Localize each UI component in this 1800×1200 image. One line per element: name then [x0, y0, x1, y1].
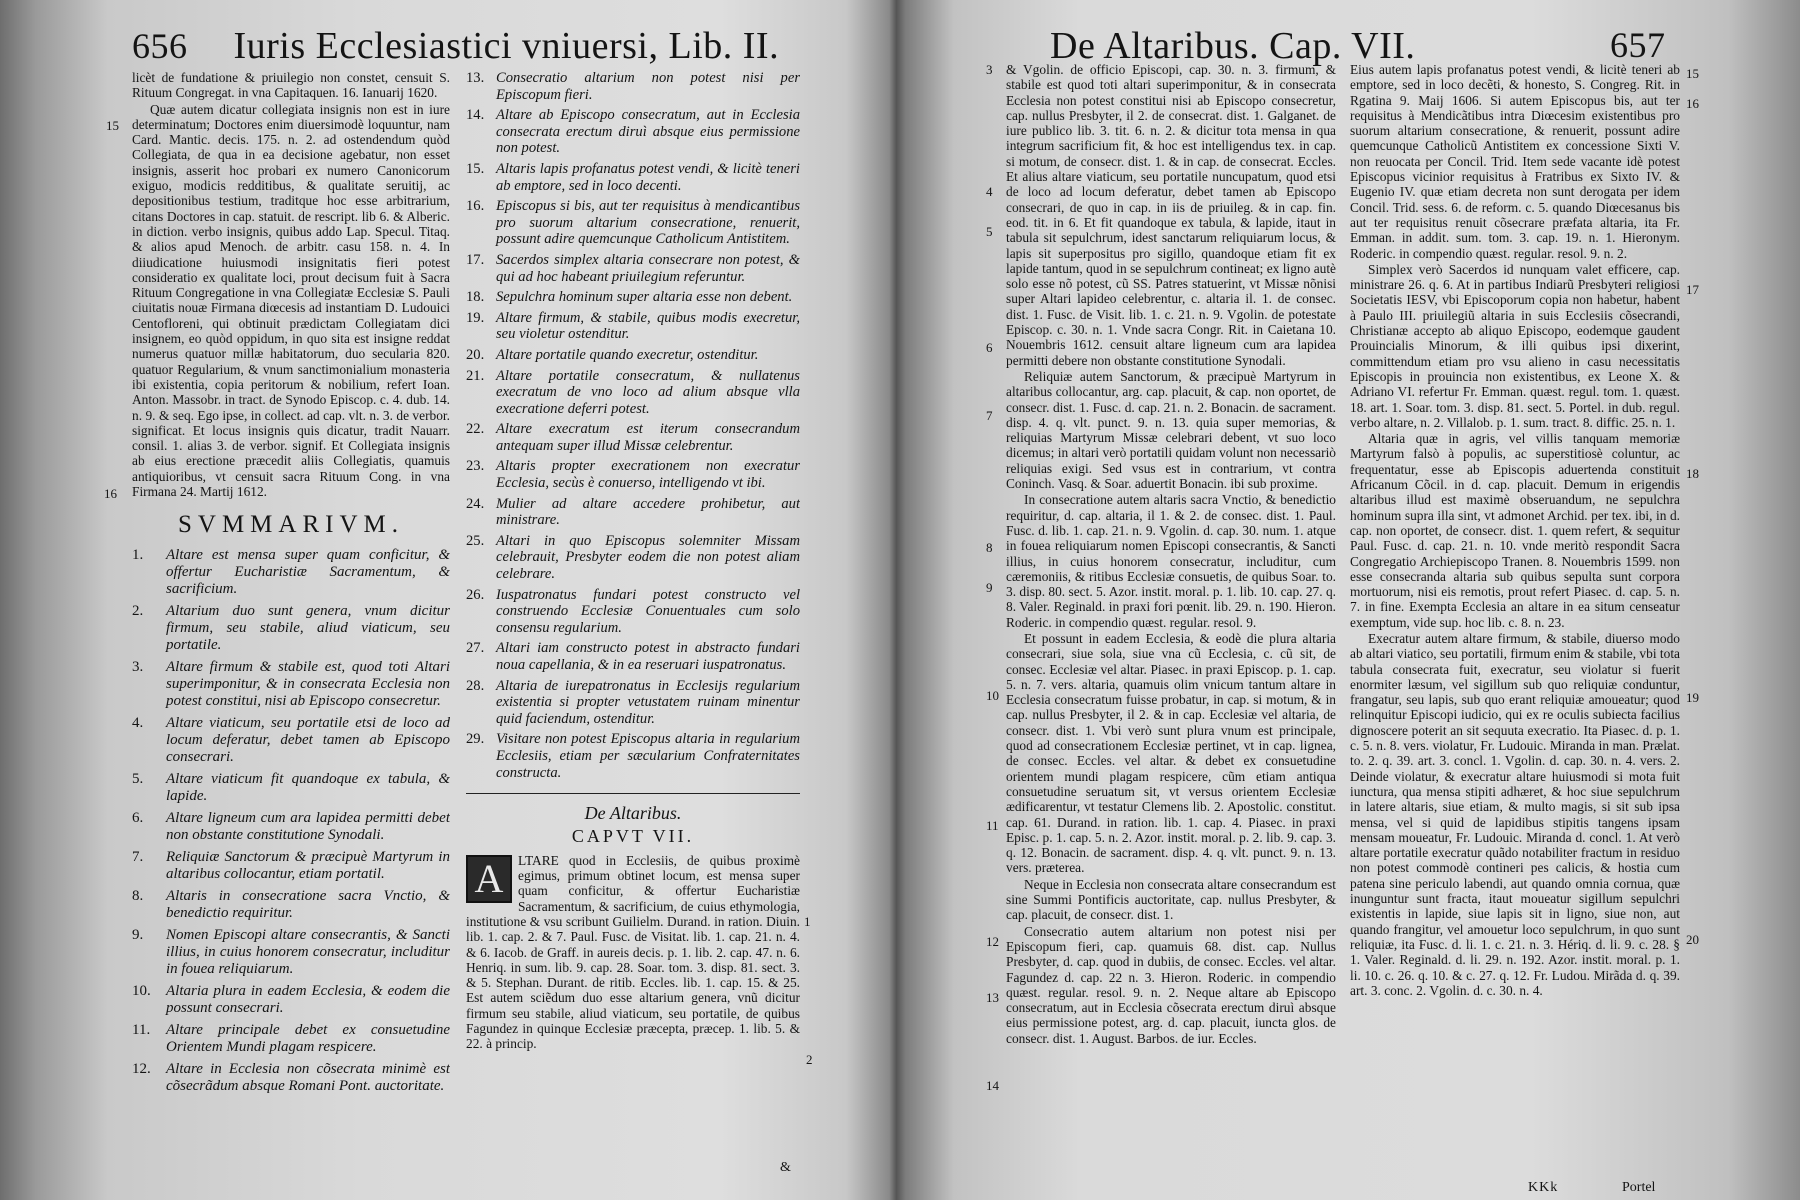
margin-number: 7: [986, 408, 993, 423]
right-col2-paragraph: Simplex verò Sacerdos id nunquam valet efficere, cap. ministrare 26. q. 6. At in partibus Indiarũ Presbyteri religiosi Societatis IESV, vbi Episcoporum copia non habetur, habent à Paulo III. priuilegiũ altaria in suis Ecclesiis cõsecrandi, Christianæ accepto ab aliquo Episcopo, eodemque gaudent Prouincialis Minorum, & illi quibus ipsi dixerint, committendum etiam pro vsu alieno in casu necessitatis Episcopis in prouincia non existentibus, ex Leone X. & Adriano VI. refertur Fr. Emman. quæst. regul. tom. 1. quæst. 18. art. 1. Soar. tom. 3. disp. 81. sect. 5. Portel. in dub. regul. verbo altare, n. 2. Villalob. p. 1. sum. tract. 8. diffic. 25. n. 1.: [1350, 261, 1680, 430]
summary-item: [132, 603, 450, 654]
margin-number: 4: [986, 184, 993, 199]
summary-item: [466, 70, 800, 103]
summary-item: [466, 198, 800, 248]
right-col1-paragraph: Et possunt in eadem Ecclesia, & eodè die plura altaria consecrari, siue sola, siue vna cũ Ecclesia, c. cũ sit, de consec. Ecclesiæ vel altar. Piasec. in praxi Episcop. p. 1. cap. 5. n. 7. vers. altaria, quamuis olim vnicum tantum altare in Ecclesia consecratum fuisse probatur, in cap. si motum, & in cap. nullus Presbyter, il 2. & in cap. Ecclesiæ vel altaria, de consecr. dist. 1. Vbi verò sunt plura vnum est principale, quod ad consecrationem Ecclesiæ pertinet, vt in cap. lignea, de consec. Eccles. vel altar. & debet ex consuetudine orientem mundi plagam respicere, cũm etiam antiqua consuetudine seruatum sit, vt versus orientem Ecclesiæ ædificarentur, vt testatur Clemens lib. 2. Apostolic. constitut. cap. 61. Durand. in ration. lib. 1. cap. 4. Piasec. in praxi Episc. p. 1. cap. 5. n. 2. Azor. instit. moral. p. 2. lib. 9. cap. 3. q. 12. Bonacin. de sacrament. disp. 4. q. vlt. punct. 9. n. 13. vers. præterea.: [1006, 630, 1336, 876]
margin-number: 16: [1686, 96, 1699, 111]
summary-item-number: 25.: [466, 532, 485, 549]
summary-item-number: 27.: [466, 640, 485, 657]
summary-item-text: Altare portatile quando execretur, ostenditur.: [496, 346, 759, 363]
right-col1-paragraph: In consecratione autem altaris sacra Vnctio, & benedictio requiritur, d. cap. altaria, il 1. & 2. de consec. dist. 1. Paul. Fusc. d. lib. 1. cap. 21. n. 9. Vgolin. d. cap. 30. num. 1. atque in fouea reliquiarum nomen Episcopi consecrantis, & Sancti illius, in cuius honorem consecratur, includitur, cum cæremoniis, & ritibus Ecclesiæ consuetis, de quibus Soar. to. 3. disp. 80. sect. 5. Azor. instit. moral. p. 1. lib. 10. cap. 27. q. 8. Valer. Reginald. in praxi fori pœnit. lib. 29. n. 190. Hieron. Roderic. in compendio quæst. regular. resol. 9.: [1006, 492, 1336, 630]
summary-item-number: 23.: [466, 458, 485, 475]
summary-item-text: Altari in quo Episcopus solemniter Missam celebrauit, Presbyter eodem die non potest aliam celebrare.: [496, 532, 800, 583]
summary-item-number: 10.: [132, 982, 151, 999]
right-page: [900, 0, 1800, 1200]
summary-item-number: 28.: [466, 677, 485, 694]
summary-item-text: Reliquiæ Sanctorum & præcipuè Martyrum in altaribus collocantur, etiam portatil.: [166, 848, 450, 882]
margin-number: 20: [1686, 932, 1699, 947]
summary-item: [466, 347, 800, 364]
summary-item-number: 9.: [132, 926, 144, 943]
left-running-head: [132, 24, 779, 68]
summary-item-text: Altare portatile consecratum, & nullatenus execratum de vno loco ad alium absque vlla execratione deferri potest.: [496, 367, 800, 417]
chapter-text: LTARE quod in Ecclesiis, de quibus proximè egimus, primum obtinet locum, est mensa super quam conficitur, & offertur Eucharistiæ Sacramentum, & sacrificium, de cuius ethymologia, institutione & vsu scribunt Guilielm. Durand. in ration. Diuin. lib. 1. cap. 2. & 7. Paul. Fusc. de Visitat. lib. 1. cap. 21. n. 4. & 6. Iacob. de Graff. in aureis decis. p. 1. lib. 2. cap. 47. n. 6. Henriq. in sum. lib. 9. cap. 28. Soar. tom. 3. disp. 81. sect. 3. & 5. Stephan. Durant. de ritib. Eccles. lib. 1. cap. 15. & 25. Est autem sciẽdum duo esse altarium genera, vnũ dicitur firmum seu stabile, aliud viaticum, seu portatile, de quibus Fagundez in quinque Ecclesiæ præcepta, præcep. 1. lib. 5. & 22. à princip.: [466, 852, 800, 1052]
summary-item-text: Nomen Episcopi altare consecrantis, & Sancti illius, in cuius honorem consecratur, includitur in fouea reliquiarum.: [166, 926, 450, 977]
summary-item-text: Mulier ad altare accedere prohibetur, aut ministrare.: [496, 495, 800, 529]
margin-number: 12: [986, 934, 999, 949]
summary-item-number: 29.: [466, 731, 485, 748]
signature-mark: KKk: [1528, 1180, 1559, 1195]
summary-item-number: 16.: [466, 198, 485, 215]
summary-item: [466, 289, 800, 306]
margin-number: 15: [1686, 66, 1699, 81]
summary-item: [466, 107, 800, 157]
margin-number: 17: [1686, 282, 1699, 297]
margin-number: 16: [104, 486, 117, 501]
right-col2-paragraph: Execratur autem altare firmum, & stabile, diuerso modo ab altari viatico, seu portatili, firmum enim & stabile, vbi tota tabula consecrata fuit, execratur, seu violatur si fuerit enormiter læsum, vel sigillum sub quo reliquiæ conduntur, frangatur, seu lapis, sub quo erant reliquiæ amoueatur; quod relinquitur Episcopi iudicio, qui ex re oculis subiecta facilius dignoscere poterit an sit sequuta execratio. Ita Piasec. d. p. 1. c. 5. n. 8. vers. violatur, Fr. Ludouic. Miranda in man. Prælat. to. 2. q. 39. art. 3. concl. 1. Vgolin. d. cap. 30. n. 4. vers. 2. Deinde violatur, & execratur altare huiusmodi si mota fuit iunctura, qua mensa stipiti adhæret, & hoc siue sepulchrum in latere altaris, siue etiam, & multo magis, si sit sub ipsa mensa, vel si quid de lapidibus stipitis tangens ipsam mensam moueatur, Fr. Ludouic. Miranda d. concl. 1. At verò altare portatile execratur quãdo notabiliter fractum in residuo non potest commodè contineri pes calicis, & hostia cum patena sine periculo labendi, aut quando omnia cornua, quæ inunguntur sunt fracta, itaut moueatur sigillum sepulchri existentis in lapide, siue lapis sit in ligno, siue non, aut quando frangitur, vel amouetur loco sepulchrum, in quo sunt reliquiæ, ita Fusc. d. li. 1. c. 21. n. 3. Hériq. d. li. 9. c. 28. § 1. Valer. Reginald. d. li. 29. n. 192. Azor. instit. moral. p. 1. li. 10. c. 26. q. 10. & c. 27. q. 12. Fr. Ludou. Mirãda d. q. 39. art. 3. conc. 2. Vgolin. d. c. 30. n. 4.: [1350, 630, 1680, 998]
summary-item-text: Episcopus si bis, aut ter requisitus à mendicantibus pro suorum altarium consecratione, renuerit, possunt adire quemcunque Catholicum Antistitem.: [496, 198, 800, 248]
summary-item-text: Sepulchra hominum super altaria esse non debent.: [496, 289, 793, 306]
right-column-2: [1350, 62, 1680, 1180]
summary-item-number: 8.: [132, 887, 144, 904]
chapter-title: CAPVT VII.: [571, 826, 695, 847]
margin-number: 19: [1686, 690, 1699, 705]
summary-item-number: 14.: [466, 107, 485, 124]
summary-item-text: Visitare non potest Episcopus altaria in regularium Ecclesiis, etiam per sæcularium Confraternitates constructa.: [496, 731, 800, 781]
summary-item: [466, 533, 800, 583]
summary-item: [132, 547, 450, 598]
left-col1-paragraph: Quæ autem dicatur collegiata insignis non est in iure determinatum; Doctores enim diuersimodè loquuntur, nam Card. Mantic. decis. 175. n. 2. ad ostendendum quòd Collegiata, de qua in ea decisione agebatur, non esset insignis, asserit hoc probari ex numero Canonicorum exiguo, modicis redditibus, & qualitate seruitij, ac depositionibus testium, traditque hoc esse arbitrarium, citans Doctores in cap. statuit. de rescript. lib 6. & Alberic. in diction. verbo insignis, quibus addo Lap. Specul. Titaq. & alios apud Menoch. de arbitr. casu 158. n. 4. In diiudicatione huiusmodi insignitatis fieri potest consideratio ex qualitate loci, prout decisum fuit à Sacra Rituum Congregatione in vna Collegiatæ Ecclesiæ S. Pauli ciuitatis nouæ Firmana diœcesis ad instantiam D. Ludouici Centofloreni, qui obtinuit prædictam Collegiatam dici insignem, eo quòd oppidum, in quo sita est insigne reddat numerus quatuor millæ habitatorum, duo secularia 820. quatuor Regularium, & vnum sanctimonialium monasteria ibi existentia, copia peritorum & nobilium, refert Ioan. Anton. Massobr. in tract. de Synodo Episcop. c. 4. dub. 14. n. 9. & seq. Ego ipse, in collect. ad cap. vlt. n. 3. de verbor. significat. Et locus insignis quis dicatur, tradit Nauarr. consil. 1. alias 3. de verbor. signif. Et Collegiata insignis ab eius erectione præcedit aliis Collegiatis, quamuis antiquioribus, vt censuit sacra Rituum Cong. in vna Firmana 24. Martij 1612.: [132, 101, 450, 500]
summary-item-number: 7.: [132, 848, 144, 865]
summary-item-text: Altari iam constructo potest in abstracto fundari noua capellania, & in ea reseruari iuspatronatus.: [496, 640, 800, 673]
summary-item-text: Altare viaticum fit quandoque ex tabula, & lapide.: [166, 770, 450, 804]
right-col2-paragraph: Eius autem lapis profanatus potest vendi, & licitè teneri ab emptore, sed in loco decẽti, & honesto, S. Congreg. Rit. in Rgatina 9. Maij 1606. Si autem Episcopus bis, aut ter requisitus à Mendicãtibus intra Diœcesim existentibus pro suorum altarium consecratione, & renuerit, possunt adire quemcunque Catholicũ Antistitem ex concessione Sixti V. non reuocata per Concil. Trid. Item sede vacante idè potest Episcopus vicinior requisitus à Fratribus ex Sixto IV. & Eugenio IV. quæ etiam decreta non sunt derogata per idem Concil. Trid. sess. 6. de reform. c. 5. quando Diœcesanus bis aut ter requisitus renuit cõsecrare præfata altaria, ita Fr. Emman. in addit. sum. tom. 3. cap. 19. n. 1. Hieronym. Roderic. in compendio quæst. regular. resol. 9. n. 2.: [1350, 62, 1680, 261]
left-column-1: [132, 70, 450, 1180]
summary-item-number: 1.: [132, 546, 144, 563]
left-page-number: 656: [132, 26, 188, 66]
summary-item-number: 26.: [466, 586, 485, 603]
summary-item-text: Altaria plura in eadem Ecclesia, & eodem die possunt consecrari.: [166, 982, 450, 1016]
left-running-title: Iuris Ecclesiastici vniuersi, Lib. II.: [233, 25, 780, 67]
summary-item-number: 3.: [132, 658, 144, 675]
margin-number: 10: [986, 688, 999, 703]
summary-item: [132, 849, 450, 883]
summary-item: [132, 1061, 450, 1095]
catchword: &: [780, 1160, 791, 1175]
summary-item-number: 6.: [132, 809, 144, 826]
summary-item-text: Consecratio altarium non potest nisi per Episcopum fieri.: [496, 70, 800, 103]
summary-item: [466, 731, 800, 781]
margin-number: 8: [986, 540, 993, 555]
summary-item-text: Altarium duo sunt genera, vnum dicitur firmum, seu stabile, aliud viaticum, seu portatile.: [166, 602, 450, 653]
summary-item: [466, 587, 800, 637]
margin-number: 1: [804, 914, 811, 929]
right-col1-paragraph: Reliquiæ autem Sanctorum, & præcipuè Martyrum in altaribus collocantur, arg. cap. placuit, & cap. non oportet, de consecr. dist. 1. Fusc. d. cap. 21. n. 2. Bonacin. de sacrament. disp. 4. q. vlt. punct. 9. n. 13. quia super memorias, & reliquias Martyrum Missæ celebrari debent, vt suo loco dicemus; in altari verò portatili quidam volunt non necessariò reliquias exigi. Sed vsus est in contrarium, vt contra Coninch. Vasq. & Soar. aduertit Bonacin. ibi sub proxime.: [1006, 368, 1336, 492]
right-col1-paragraph: Neque in Ecclesia non consecrata altare consecrandum est sine Summi Pontificis auctoritate, cap. nullus Presbyter, & cap. placuit, de consecr. dist. 1.: [1006, 876, 1336, 923]
summary-item-text: Altaris propter execrationem non execratur Ecclesia, secùs è conuerso, intelligendo vt ibi.: [496, 458, 800, 492]
summary-item: [132, 927, 450, 978]
summary-item: [132, 715, 450, 766]
summary-item-text: Altare est mensa super quam conficitur, & offertur Eucharistiæ Sacramentum, & sacrificium.: [166, 546, 450, 597]
summary-list-continued: [466, 70, 800, 781]
margin-number: 13: [986, 990, 999, 1005]
margin-number: 6: [986, 340, 993, 355]
summary-item: [466, 161, 800, 194]
section-divider: [466, 793, 800, 794]
summary-item-text: Sacerdos simplex altaria consecrare non potest, & qui ad hoc habeant priuilegium referuntur.: [496, 251, 800, 285]
summary-item-text: Altare firmum & stabile est, quod toti Altari superimponitur, & in consecrata Ecclesia non potest constitui, nisi ab Episcopo consecretur.: [166, 658, 450, 709]
summary-item-number: 4.: [132, 714, 144, 731]
decorated-initial: A: [466, 855, 512, 903]
summary-item-text: Altaria de iurepatronatus in Ecclesijs regularium existentia si propter vetustatem ruinam minentur quid faciendum, ostenditur.: [496, 677, 800, 727]
summary-item: [466, 496, 800, 529]
summary-item-number: 21.: [466, 367, 485, 384]
summary-item-number: 24.: [466, 495, 485, 512]
summary-item-text: Altare execratum est iterum consecrandum antequam super illud Missæ celebrentur.: [496, 421, 800, 454]
summary-item-text: Altaris lapis profanatus potest vendi, & licitè teneri ab emptore, sed in loco decenti.: [496, 160, 800, 194]
margin-number: 9: [986, 580, 993, 595]
summary-item: [466, 678, 800, 728]
summary-item-text: Altaris in consecratione sacra Vnctio, & benedictio requiritur.: [166, 887, 450, 921]
summary-item: [466, 252, 800, 285]
summary-item: [132, 983, 450, 1017]
summary-item-text: Altare ab Episcopo consecratum, aut in Ecclesia consecrata erectum diruì absque eius permissione non potest.: [496, 107, 800, 157]
margin-number: 11: [986, 818, 999, 833]
margin-number: 18: [1686, 466, 1699, 481]
right-column-1: [1006, 62, 1336, 1180]
summary-item: [132, 1022, 450, 1056]
summary-item-text: Altare principale debet ex consuetudine Orientem Mundi plagam respicere.: [166, 1021, 450, 1055]
summary-item-number: 15.: [466, 160, 485, 177]
summary-item-number: 13.: [466, 70, 485, 86]
margin-number: 2: [806, 1052, 813, 1067]
summary-item-text: Altare ligneum cum ara lapidea permitti debet non obstante constitutione Synodali.: [166, 809, 450, 843]
summary-item-text: Altare viaticum, seu portatile etsi de loco ad locum deferatur, debet tamen ab Episcopo consecrari.: [166, 714, 450, 765]
summary-item-number: 18.: [466, 289, 485, 306]
summary-item-number: 11.: [132, 1021, 151, 1038]
summary-item-number: 2.: [132, 602, 144, 619]
right-page-number: 657: [1610, 25, 1666, 65]
summary-item-number: 17.: [466, 251, 485, 268]
summary-item-text: Altare in Ecclesia non cõsecrata minimè est cõsecrãdum absque Romani Pont. auctoritate.: [166, 1060, 450, 1094]
margin-number: 14: [986, 1078, 999, 1093]
right-col2-paragraph: Altaria quæ in agris, vel villis tanquam memoriæ Martyrum falsò à populis, ac superstitiosè coluntur, ac frequentatur, esse ab Episcopis aduertenda constituit Africanum Cõcil. in d. cap. placuit. Demum in erigendis altaribus illud est maximè obseruandum, ne sepulchra hominum supra illa sint, vt admonet Archid. per tex. ibi, in d. cap. non oportet, de consecr. dist. 1. quem refert, & sequitur Paul. Fusc. d. cap. 21. n. 10. vnde meritò respondit Sacra Congregatio Archiepiscopo Tranen. 8. Nouembris 1599. non esse consecranda altaria sub quibus sepulta sunt corpora mortuorum, nisi eis remotis, prout refert Piasec. d. cap. 5. n. 7. in fine. Exempta Ecclesia an altare in ea situm censeatur exemptum, vide sup. hoc lib. c. 8. n. 23.: [1350, 431, 1680, 630]
summary-item-number: 19.: [466, 309, 485, 326]
summary-item: [466, 421, 800, 454]
summary-item-number: 20.: [466, 346, 485, 363]
right-running-title: De Altaribus. Cap. VII.: [1050, 25, 1416, 67]
summary-item: [466, 640, 800, 673]
summary-item-text: Iuspatronatus fundari potest constructo vel construendo Ecclesiæ Conuentuales cum solo consensu regularium.: [496, 586, 800, 636]
summary-item: [132, 659, 450, 710]
summary-title: SVMMARIVM.: [177, 511, 404, 539]
summary-item: [466, 310, 800, 343]
margin-number: 5: [986, 224, 993, 239]
summary-item: [466, 458, 800, 491]
right-col1-paragraph: & Vgolin. de officio Episcopi, cap. 30. n. 3. firmum, & stabile est quod toti altari superimponitur, & in consecrata Ecclesia non potest constitui nisi ab Episcopo consecretur, cap. nullus Presbyter, il 2. de consecrat. dist. 1. Galganet. de iure publico lib. 3. tit. 6. n. 2. & dicitur tota mensa in qua integrum sacrificium fit, & hoc est intelligendus tex. in cap. si motum, de consecr. dist. 1. & in cap. de consecrat. Eccles. Et alius altare viaticum, seu portatile nuncupatum, quod etsi de loco ad locum deferatur, debet tamen ab Episcopo consecrari, de quo in cap. in iis de priuileg. & in cap. fin. eod. tit. in 6. Et fit quandoque ex tabula, & lapide, itaut in tabula sit sepulchrum, idest sanctarum reliquiarum locus, & lapis sit superpositus pro sigillo, quandoque etiam fit ex lapide tantum, quod in se sepulchrum contineat; ex ligno autè solo esse nõ potest, cũ SS. Patres statuerint, vt Missæ nõnisi super Altari lapideo celebrentur, c. altaria il. 1. de consec. dist. 1. Fusc. de Visit. lib. 1. c. 21. n. 9. Vgolin. de potestate Episcop. c. 30. n. 1. Vnde sacra Congr. Rit. in Caietana 10. Nouembris 1612. censuit altare ligneum cum ara lapidea permitti debere non obstante constitutione Synodali.: [1006, 62, 1336, 368]
summary-item-number: 22.: [466, 421, 485, 438]
margin-number: 15: [106, 118, 119, 133]
summary-item: [132, 771, 450, 805]
summary-item-number: 5.: [132, 770, 144, 787]
summary-item: [132, 888, 450, 922]
summary-list: [132, 547, 450, 1095]
catchword: Portel: [1622, 1180, 1656, 1195]
left-page: [0, 0, 890, 1200]
section-title: De Altaribus.: [584, 803, 682, 824]
summary-item: [466, 368, 800, 418]
right-col1-paragraph: Consecratio autem altarium non potest nisi per Episcopum fieri, cap. quamuis 68. dist. cap. Nullus Presbyter, d. cap. quod in dubiis, de consec. Eccles. vel altar. Fagundez d. cap. 22 n. 3. Hieron. Roderic. in compendio quæst. regular. resol. 9. n. 2. Neque altare ab Episcopo consecratum, aut in Ecclesia cõsecrata erectum diruì absque eius permissione potest, arg. d. cap. placuit, iuncta glos. de consecr. dist. 1. August. Barbos. de iur. Eccles.: [1006, 923, 1336, 1046]
left-column-2: [466, 70, 800, 1180]
left-col1-paragraph: licèt de fundatione & priuilegio non constet, censuit S. Rituum Congregat. in vna Capitaquen. 16. Ianuarij 1620.: [132, 70, 450, 101]
margin-number: 3: [986, 62, 993, 77]
summary-item-text: Altare firmum, & stabile, quibus modis execretur, seu violetur ostenditur.: [496, 309, 800, 343]
summary-item-number: 12.: [132, 1060, 151, 1077]
summary-item: [132, 810, 450, 844]
